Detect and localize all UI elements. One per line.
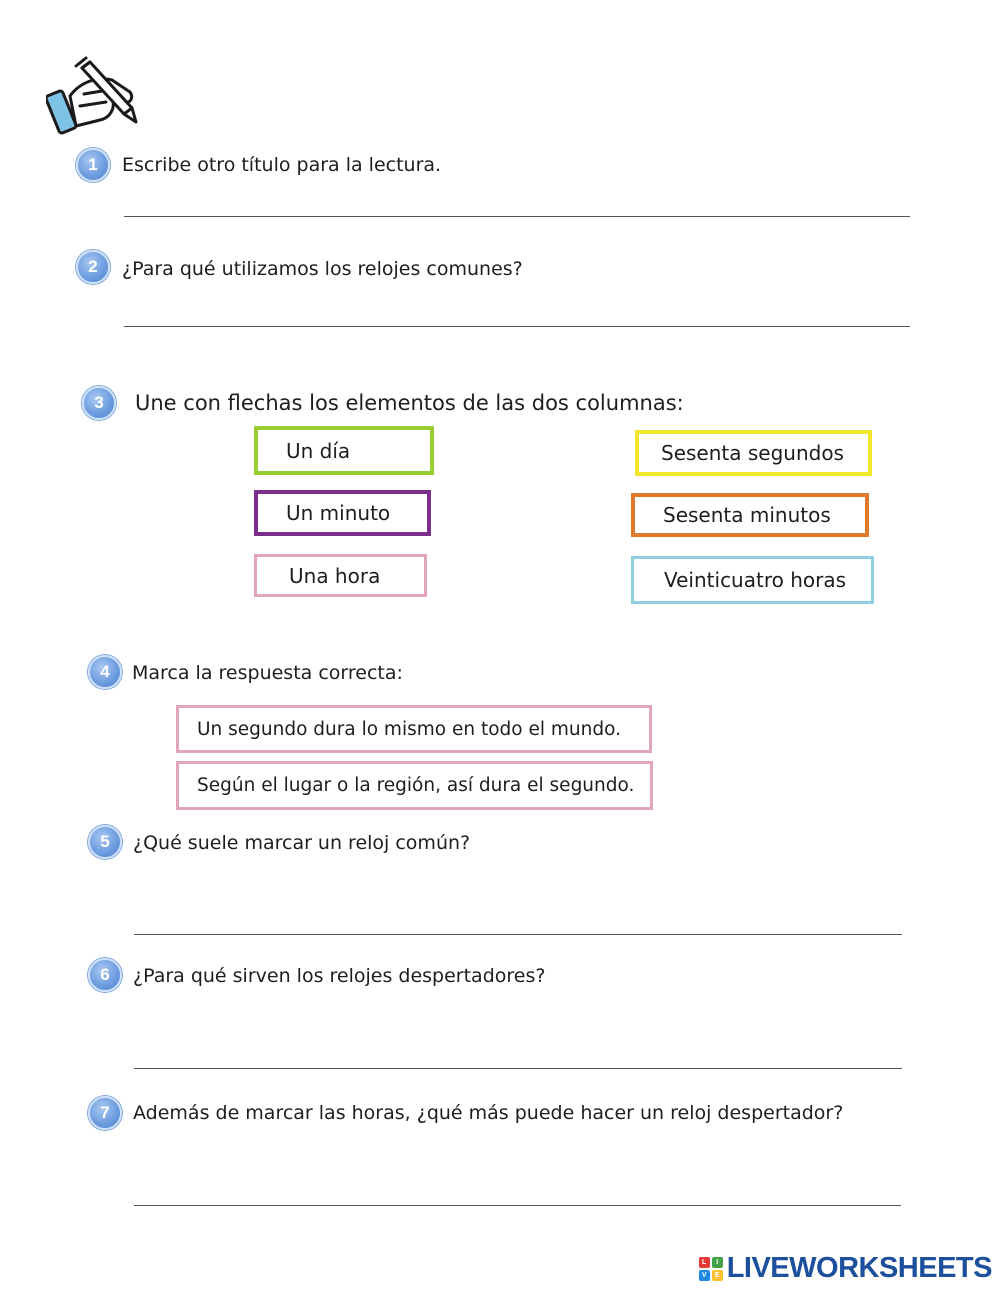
match-right-veinticuatro-horas[interactable]: Veinticuatro horas (631, 556, 874, 604)
question-number-badge: 3 (82, 386, 116, 420)
logo-text: LIVEWORKSHEETS (726, 1252, 992, 1284)
question-2-text: ¿Para qué utilizamos los relojes comunes? (122, 258, 523, 280)
choice-option-2[interactable]: Según el lugar o la región, así dura el segundo. (176, 761, 653, 810)
match-left-un-minuto[interactable]: Un minuto (254, 490, 431, 536)
question-number-badge: 6 (88, 958, 122, 992)
question-5-text: ¿Qué suele marcar un reloj común? (133, 832, 471, 854)
answer-line-5[interactable] (134, 934, 902, 935)
answer-line-6[interactable] (134, 1068, 902, 1069)
liveworksheets-logo-icon: L I V E (699, 1257, 723, 1281)
hand-writing-icon (46, 50, 142, 138)
question-3-text: Une con flechas los elementos de las dos columnas: (135, 391, 684, 415)
answer-line-7[interactable] (134, 1205, 901, 1206)
answer-line-1[interactable] (124, 216, 910, 217)
choice-option-1[interactable]: Un segundo dura lo mismo en todo el mundo. (176, 705, 652, 753)
question-7-text: Además de marcar las horas, ¿qué más puede hacer un reloj despertador? (133, 1102, 844, 1124)
question-number-badge: 7 (88, 1096, 122, 1130)
question-number-badge: 4 (88, 655, 122, 689)
question-number-badge: 2 (76, 250, 110, 284)
answer-line-2[interactable] (124, 326, 910, 327)
question-6-text: ¿Para qué sirven los relojes despertadores? (133, 965, 546, 987)
match-left-una-hora[interactable]: Una hora (254, 554, 427, 597)
question-1-text: Escribe otro título para la lectura. (122, 154, 442, 176)
match-right-sesenta-segundos[interactable]: Sesenta segundos (635, 430, 872, 476)
liveworksheets-logo (699, 1252, 992, 1285)
question-number-badge: 1 (76, 148, 110, 182)
match-left-un-dia[interactable]: Un día (254, 426, 434, 475)
question-4-text: Marca la respuesta correcta: (132, 662, 403, 684)
question-number-badge: 5 (88, 825, 122, 859)
match-right-sesenta-minutos[interactable]: Sesenta minutos (631, 493, 869, 537)
